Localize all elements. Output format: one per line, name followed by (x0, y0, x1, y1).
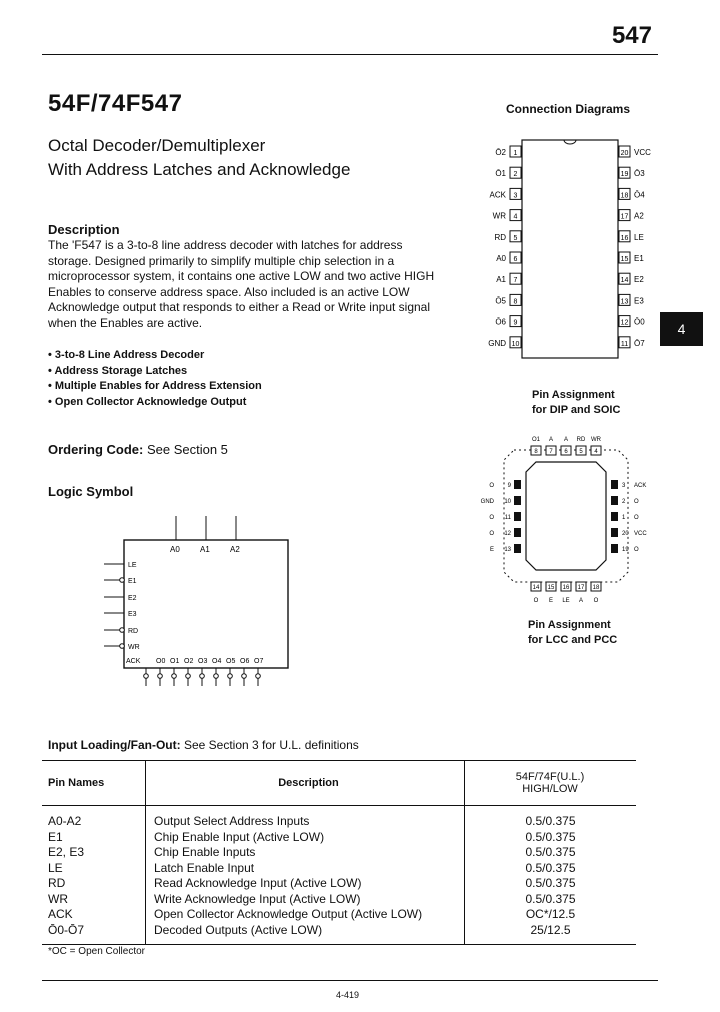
dip-pin-number: 2 (513, 171, 518, 179)
dip-pin-number: 20 (620, 150, 629, 157)
lcc-pin-label: O (634, 547, 639, 553)
dip-pin-number: 3 (513, 192, 518, 200)
lcc-pin-number: 9 (507, 483, 511, 489)
lcc-pin-number: 17 (577, 585, 585, 591)
dip-pin-label: Ō3 (634, 169, 645, 179)
feature-item: • Open Collector Acknowledge Output (48, 395, 262, 411)
dip-pin-number: 6 (513, 256, 518, 263)
dip-pin-label: Ō2 (495, 148, 506, 157)
table-row (42, 845, 636, 861)
dip-pin-label: Ō0 (634, 317, 645, 327)
lcc-pin-label: O (634, 499, 639, 505)
lcc-caption (528, 618, 617, 648)
dip-pin-label: E1 (634, 254, 644, 263)
dip-left-pins (488, 146, 521, 348)
dip-pin-number: 10 (511, 340, 520, 348)
ul-value-cell: 25/12.5 (465, 923, 637, 945)
lcc-package (526, 462, 606, 570)
output-bubble (256, 674, 261, 679)
ul-value-cell: 0.5/0.375 (525, 845, 576, 859)
dip-caption (532, 388, 620, 418)
output-o6: O6 (240, 658, 250, 665)
lcc-pin-label: GND (480, 499, 494, 505)
output-bubble (242, 674, 247, 679)
table-row (42, 830, 636, 846)
output-bubble (172, 674, 177, 679)
pin-name-cell: E2, E3 (48, 845, 85, 859)
description-cell: Output Select Address Inputs (146, 806, 465, 830)
dip-pin-label: ACK (489, 190, 506, 200)
dip-caption-line: for DIP and SOIC (532, 404, 621, 416)
col-description: Description (146, 761, 465, 806)
dip-pin-number: 4 (513, 213, 518, 221)
output-o7: O7 (254, 658, 264, 665)
lcc-pin-pad (514, 512, 521, 521)
output-pins (144, 668, 261, 686)
lcc-pin-number: 12 (504, 531, 511, 537)
ul-value-cell: 0.5/0.375 (525, 829, 576, 844)
dip-pin-number: 9 (513, 319, 518, 327)
dip-pin-label: GND (488, 338, 506, 348)
top-rule (42, 54, 658, 55)
lcc-caption-line: Pin Assignment (528, 619, 611, 631)
lcc-pin-pad (611, 512, 618, 521)
description-heading: Description (48, 222, 120, 237)
table-row (42, 876, 636, 892)
dip-pin-number: 1 (513, 150, 518, 157)
lcc-pin-number: 1 (622, 515, 626, 521)
dip-pin-label: Ō1 (495, 169, 506, 179)
ordering-code (48, 442, 228, 457)
description-cell: Read Acknowledge Input (Active LOW) (146, 876, 465, 892)
pin-name-cell: ACK (48, 907, 73, 921)
dip-pin-number: 18 (620, 192, 629, 200)
dip-pin-label: WR (492, 211, 506, 221)
feature-item: • Address Storage Latches (48, 364, 262, 380)
lcc-pin-label: RD (576, 437, 586, 443)
lcc-pin-label: O (489, 483, 494, 489)
lcc-pin-number: 13 (504, 547, 511, 553)
lcc-pin-label: O1 (531, 437, 541, 443)
lcc-pin-label: LE (562, 598, 570, 604)
section-number: 547 (611, 22, 652, 49)
dip-pin-number: 11 (620, 340, 629, 348)
lcc-pin-number: 11 (504, 515, 511, 521)
lcc-pin-label: O (533, 598, 539, 604)
page-number: 4-419 (336, 990, 360, 1000)
lcc-pin-pad (611, 480, 618, 489)
lcc-pin-number: 20 (622, 531, 629, 537)
part-number: 54F/74F547 (48, 90, 183, 117)
pin-name-cell: RD (48, 876, 66, 890)
input-a0: A0 (170, 545, 180, 554)
col-ul-line2: HIGH/LOW (522, 783, 578, 795)
footnote: *OC = Open Collector (48, 946, 145, 957)
dip-pin-number: 7 (513, 277, 518, 285)
ul-value-cell: OC*/12.5 (525, 907, 576, 921)
dip-pin-label: E2 (634, 275, 644, 285)
title-line-2: With Address Latches and Acknowledge (48, 160, 351, 179)
dip-pin-number: 19 (620, 171, 629, 179)
input-e2: E2 (128, 595, 137, 602)
dip-package (522, 140, 618, 358)
pin-name-cell: A0-A2 (48, 814, 82, 828)
lcc-pin-number: 8 (534, 449, 538, 455)
lcc-pin-label: O (489, 515, 494, 521)
dip-pin-label: E3 (634, 296, 644, 306)
lcc-pin-label: ACK (634, 483, 647, 489)
ul-value-cell: 0.5/0.375 (525, 891, 576, 906)
dip-pin-label: Ō4 (634, 190, 645, 200)
dip-pin-number: 16 (620, 234, 629, 242)
dip-pin-label: LE (634, 232, 644, 242)
inversion-bubble (120, 644, 125, 649)
ul-value-cell: 0.5/0.375 (525, 876, 576, 890)
lcc-pin-number: 3 (622, 483, 626, 489)
lcc-pin-label: VCC (634, 531, 647, 537)
input-e1: E1 (128, 578, 137, 585)
pin-name-cell: LE (48, 860, 63, 875)
feature-list (48, 348, 262, 410)
lcc-pin-number: 18 (592, 585, 600, 591)
input-loading-table (42, 760, 636, 945)
table-row (42, 892, 636, 908)
section-tab: 4 (660, 312, 703, 346)
dip-pin-number: 5 (513, 234, 518, 242)
col-ul-line1: 54F/74F(U.L.) (515, 771, 585, 783)
lcc-pin-label: A (578, 598, 584, 604)
description-line: storage. Designed primarily to simplify multiple chip selection in a (48, 253, 395, 268)
table-header-row (42, 761, 636, 806)
dip-pin-number: 8 (513, 298, 518, 306)
lcc-pin-pad (514, 496, 521, 505)
lcc-pin-number: 6 (564, 449, 568, 455)
description-line: microprocessor system, it contains one active LOW and two active HIGH (48, 269, 435, 284)
output-o1: O1 (170, 658, 180, 665)
page-title (48, 134, 350, 182)
ordering-label: Ordering Code: (48, 442, 144, 457)
ul-value-cell: 0.5/0.375 (525, 860, 576, 875)
dip-pin-label: A2 (634, 211, 644, 221)
feature-item: • Multiple Enables for Address Extension (48, 379, 262, 395)
description-cell: Chip Enable Input (Active LOW) (146, 830, 465, 846)
description-line: Enables to conserve address space. Also included is an active LOW (48, 284, 410, 299)
col-ul (465, 761, 637, 806)
dip-pin-label: VCC (634, 148, 651, 157)
lcc-pin-pad (514, 544, 521, 553)
description-cell: Chip Enable Inputs (146, 845, 465, 861)
lcc-pin-pad (514, 480, 521, 489)
left-inputs (104, 562, 140, 651)
input-le: LE (128, 562, 137, 569)
output-bubble (200, 674, 205, 679)
ul-value-cell: 0.5/0.375 (525, 814, 576, 828)
table-row (42, 806, 636, 830)
input-e3: E3 (128, 611, 137, 618)
lcc-pin-number: 4 (594, 449, 598, 455)
lcc-pin-label: A (563, 437, 569, 443)
inversion-bubble (120, 578, 125, 583)
lcc-diagram (474, 432, 664, 612)
lcc-pin-pad (611, 544, 618, 553)
input-wr: WR (128, 644, 140, 651)
lcc-pin-label: WR (591, 437, 601, 443)
description-cell: Decoded Outputs (Active LOW) (146, 923, 465, 945)
lcc-pin-number: 14 (532, 585, 540, 591)
bottom-outputs (126, 658, 263, 665)
lcc-pin-number: 7 (549, 449, 553, 455)
dip-pin-label: RD (494, 232, 506, 242)
dip-pin-number: 13 (620, 298, 629, 306)
dip-pin-number: 17 (620, 213, 629, 221)
table-row (42, 907, 636, 923)
pin-name-cell: WR (48, 891, 68, 906)
dip-pin-label: Ō5 (495, 296, 506, 306)
pin-name-cell: Ō0-Ō7 (42, 923, 146, 945)
lcc-pin-label: O (489, 531, 494, 537)
output-bubble (158, 674, 163, 679)
output-bubble (228, 674, 233, 679)
dip-diagram (480, 136, 660, 366)
lcc-outline (504, 450, 628, 582)
dip-pin-number: 14 (620, 277, 629, 285)
description-line: when the Enables are active. (48, 315, 203, 330)
description-line: The 'F547 is a 3-to-8 line address decoder with latches for address (48, 238, 403, 252)
pin-name-cell: E1 (48, 829, 63, 844)
dip-pin-label: Ō6 (495, 317, 506, 327)
lcc-caption-line: for LCC and PCC (528, 634, 618, 646)
description-cell: Write Acknowledge Input (Active LOW) (146, 892, 465, 908)
dip-pin-label: A0 (496, 254, 506, 263)
lcc-pin-number: 16 (562, 585, 570, 591)
lcc-pin-pad (611, 528, 618, 537)
table-row (42, 923, 636, 945)
lcc-pin-number: 10 (504, 499, 511, 505)
dip-right-pins (619, 146, 651, 348)
dip-pin-label: Ō7 (634, 338, 645, 348)
bottom-rule (42, 980, 658, 981)
ordering-value: See Section 5 (146, 442, 228, 457)
logic-symbol-heading: Logic Symbol (48, 484, 134, 499)
output-o0: O0 (156, 658, 166, 665)
output-o4: O4 (212, 658, 222, 665)
logic-symbol-diagram (100, 510, 300, 700)
lcc-pin-label: O (593, 598, 599, 604)
output-bubble (144, 674, 149, 679)
lcc-pin-number: 5 (579, 449, 583, 455)
input-loading-note: See Section 3 for U.L. definitions (183, 738, 359, 752)
output-ack: ACK (126, 658, 141, 665)
lcc-pin-pad (514, 528, 521, 537)
description-cell: Latch Enable Input (146, 861, 465, 877)
lcc-pin-number: 19 (622, 547, 629, 553)
output-o2: O2 (184, 658, 194, 665)
output-o5: O5 (226, 658, 236, 665)
feature-item: • 3-to-8 Line Address Decoder (48, 348, 262, 364)
lcc-pin-number: 2 (622, 499, 626, 505)
lcc-pin-label: E (489, 547, 494, 553)
output-bubble (214, 674, 219, 679)
lcc-pin-label: O (634, 515, 639, 521)
dip-pin-number: 15 (620, 256, 629, 263)
description-cell: Open Collector Acknowledge Output (Active LOW) (146, 907, 465, 923)
lcc-pin-label: E (548, 598, 554, 604)
dip-caption-line: Pin Assignment (532, 389, 615, 401)
inversion-bubble (120, 628, 125, 633)
dip-pin-number: 12 (620, 319, 629, 327)
input-a2: A2 (230, 545, 240, 554)
table-row (42, 861, 636, 877)
col-pin-names: Pin Names (42, 761, 146, 806)
lcc-pin-number: 15 (547, 585, 555, 591)
title-line-1: Octal Decoder/Demultiplexer (48, 136, 266, 155)
logic-box (124, 540, 288, 668)
output-bubble (186, 674, 191, 679)
input-loading-label: Input Loading/Fan-Out: (48, 738, 181, 752)
lcc-pin-label: A (548, 437, 554, 443)
input-loading-heading (48, 738, 359, 752)
connection-diagrams-heading: Connection Diagrams (506, 102, 631, 116)
input-rd: RD (128, 628, 139, 635)
input-a1: A1 (200, 545, 210, 554)
dip-pin-label: A1 (496, 275, 506, 285)
output-o3: O3 (198, 658, 208, 665)
dip-notch (564, 140, 576, 144)
description-line: Acknowledge output that responds to either a Read or Write input signal (48, 300, 431, 315)
description-body (48, 238, 458, 332)
lcc-pin-pad (611, 496, 618, 505)
